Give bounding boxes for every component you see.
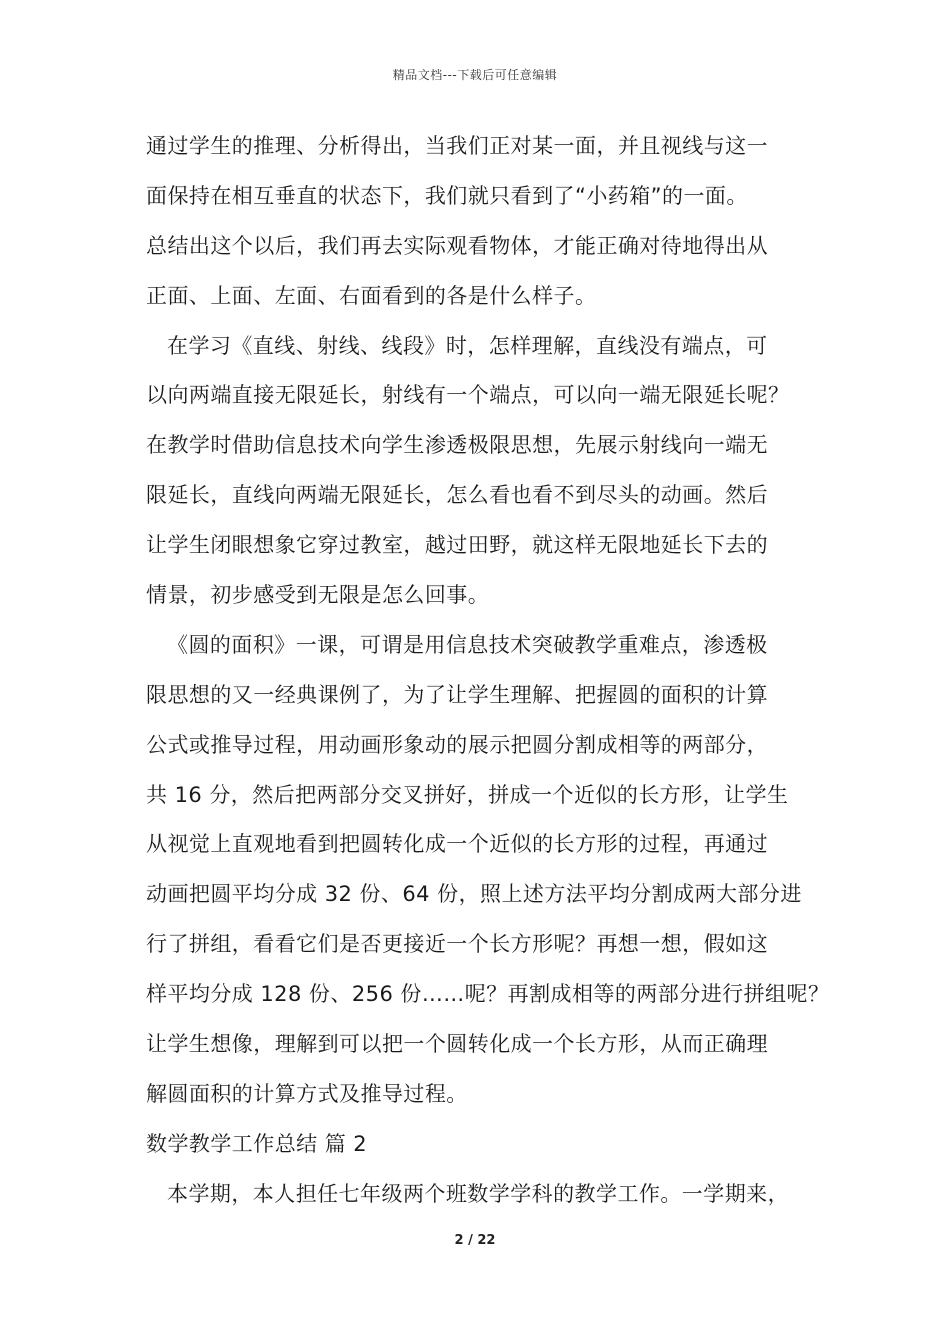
text-line: 动画把圆平均分成 32 份、64 份，照上述方法平均分割成两大部分进 [146, 882, 802, 907]
text-line: 面保持在相互垂直的状态下，我们就只看到了“小药箱”的一面。 [146, 183, 748, 208]
text-line: 限延长，直线向两端无限延长，怎么看也看不到尽头的动画。然后 [146, 483, 769, 508]
text-line: 解圆面积的计算方式及推导过程。 [146, 1081, 468, 1106]
page-header: 精品文档---下载后可任意编辑 [392, 68, 558, 82]
text-line: 情景，初步感受到无限是怎么回事。 [146, 583, 490, 608]
document-body [146, 133, 830, 1231]
text-line: 样平均分成 128 份、256 份……呢？再割成相等的两部分进行拼组呢？ [146, 982, 830, 1007]
paragraph-start-line: 本学期，本人担任七年级两个班数学学科的教学工作。一学期来， [167, 1181, 790, 1206]
text-line: 让学生想像，理解到可以把一个圆转化成一个长方形，从而正确理 [146, 1032, 769, 1057]
text-line: 通过学生的推理、分析得出，当我们正对某一面，并且视线与这一 [146, 134, 769, 158]
section-heading: 数学教学工作总结 篇 2 [146, 1131, 368, 1156]
text-line: 行了拼组，看看它们是否更接近一个长方形呢？再想一想，假如这 [146, 932, 769, 957]
text-line: 让学生闭眼想象它穿过教室，越过田野，就这样无限地延长下去的 [146, 533, 769, 558]
paragraph-start-line: 《圆的面积》一课，可谓是用信息技术突破教学重难点，渗透极 [167, 632, 768, 657]
text-line: 在教学时借助信息技术向学生渗透极限思想，先展示射线向一端无 [146, 433, 769, 458]
text-line: 公式或推导过程，用动画形象动的展示把圆分割成相等的两部分， [146, 732, 769, 757]
text-line: 共 16 分，然后把两部分交叉拼好，拼成一个近似的长方形，让学生 [146, 782, 789, 807]
page-number: 2 / 22 [454, 1233, 496, 1248]
text-line: 以向两端直接无限延长，射线有一个端点，可以向一端无限延长呢？ [146, 383, 790, 408]
text-line: 总结出这个以后，我们再去实际观看物体，才能正确对待地得出从 [146, 233, 769, 258]
text-line: 限思想的又一经典课例了，为了让学生理解、把握圆的面积的计算 [146, 682, 769, 707]
text-line: 正面、上面、左面、右面看到的各是什么样子。 [146, 283, 597, 308]
text-line: 从视觉上直观地看到把圆转化成一个近似的长方形的过程，再通过 [146, 832, 769, 857]
paragraph-start-line: 在学习《直线、射线、线段》时，怎样理解，直线没有端点，可 [167, 333, 768, 358]
